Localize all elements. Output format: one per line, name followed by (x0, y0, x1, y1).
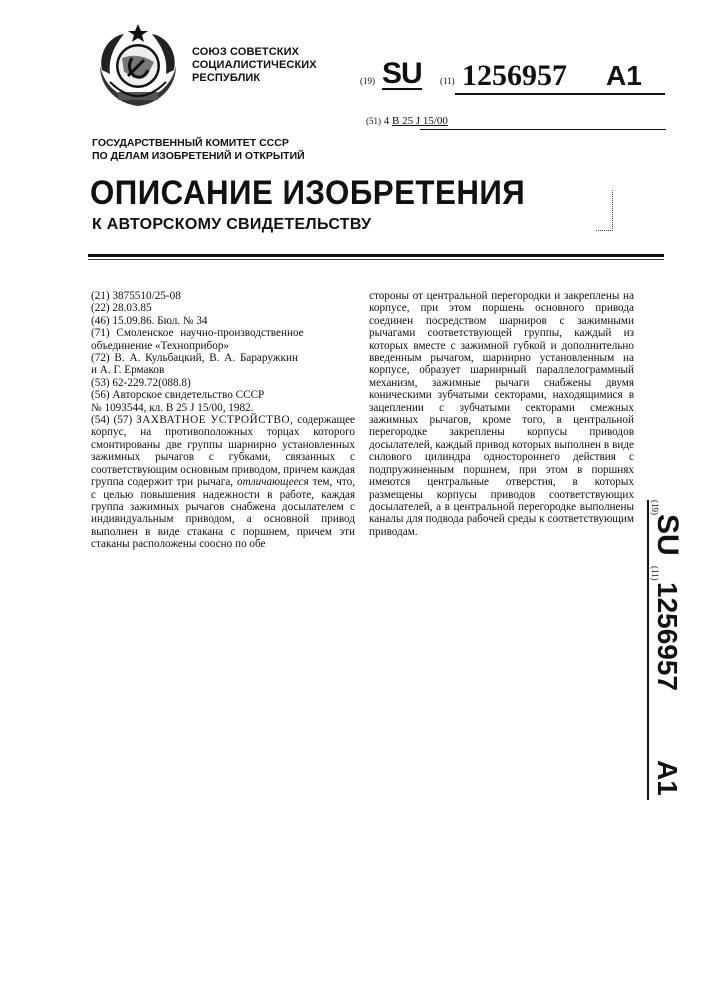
inid-tag-19: (19) (650, 500, 660, 515)
divider (647, 500, 649, 800)
issuing-country (192, 46, 317, 85)
library-stamp-mark (596, 190, 613, 231)
patent-number: 1256957 (652, 582, 683, 692)
biblio-field-71: (71) Смоленское научно-производственное (91, 327, 304, 340)
inid-tag-11: (11) (440, 76, 455, 86)
divider (455, 93, 665, 95)
left-column (91, 290, 355, 551)
biblio-field-72-cont: и А. Г. Ермаков (91, 364, 165, 377)
claim-part-2: тем, что, с целью повышения надежности в работе, каждая группа зажимных рычагов снабжена досылателем с индивидуальным приводом, а основной привод выполнен в виде стакана с поршнем, причем эти стаканы расположены соосно по обе (91, 476, 355, 551)
committee-line: ГОСУДАРСТВЕННЫЙ КОМИТЕТ СССР (92, 137, 289, 149)
country-line: РЕСПУБЛИК (192, 72, 261, 84)
inid-tag-11: (11) (650, 566, 660, 581)
divider (420, 129, 666, 130)
claim-continuation: стороны от центральной перегородки и закреплены на корпусе, при этом поршень основного привода соединен посредством шарниров с зажимными рычагами соответствующей группы, каждый из которых вместе с зажимной губкой и дополнительно введенным рычагом, шарнирно установленным на корпусе, образует шарнирный параллелограммный механизм, зажимные рычаги снабжены двумя коническими зубчатыми секторами, находящимися в зацеплении с зубчатыми секторами смежных зажимных рычагов, кроме того, в центральной перегородке закреплены корпусы приводов досылателей, каждый привод которых выполнен в виде силового цилиндра одностороннего действия с подпружиненным поршнем, при этом в поршнях имеются центральные отверстия, в которых размещены корпусы приводов соответствующих досылателей, а в центральной перегородке выполнены каналы для подвода рабочей среды к соответствующим приводам. (369, 290, 634, 538)
country-line: СОЦИАЛИСТИЧЕСКИХ (192, 59, 317, 71)
biblio-field-71-cont: объединение «Техноприбор» (91, 339, 230, 352)
claim-text (91, 414, 355, 550)
side-publication-label (646, 500, 686, 800)
claim-part-1: содержащее корпус, на противоположных торцах которого смонтированы две группы шарнирно установленных зажимных рычагов с губками, связанных с соответствующим основным приводом, причем каждая группа содержит три рычага, (91, 414, 356, 489)
biblio-field-56-cont: № 1093544, кл. B 25 J 15/00, 1982. (91, 401, 254, 414)
header-rule (88, 259, 664, 260)
issuing-committee (92, 137, 305, 163)
country-code: SU (651, 514, 684, 556)
patent-number: 1256957 (462, 59, 567, 92)
kind-code: A1 (652, 760, 683, 796)
ipc-edition: 4 (383, 115, 390, 127)
country-code: SU (382, 57, 422, 90)
biblio-field-21: (21) 3875510/25-08 (91, 290, 181, 302)
biblio-field-46: (46) 15.09.86. Бюл. № 34 (91, 314, 208, 327)
invention-title: ЗАХВАТНОЕ УСТРОЙСТВО, (136, 414, 294, 427)
document-title: ОПИСАНИЕ ИЗОБРЕТЕНИЯ (90, 174, 526, 212)
claim-inid-tags: (54) (57) (91, 414, 133, 427)
header-rule (88, 254, 664, 257)
right-column (369, 290, 634, 538)
inid-tag-19: (19) (360, 76, 375, 86)
biblio-field-56: (56) Авторское свидетельство СССР (91, 389, 265, 402)
document-subtitle: К АВТОРСКОМУ СВИДЕТЕЛЬСТВУ (92, 216, 372, 233)
inid-tag-51: (51) (366, 116, 381, 126)
ipc-code: B 25 J 15/00 (392, 115, 448, 127)
biblio-field-72: (72) В. А. Кульбацкий, В. А. Бараружкин (91, 352, 298, 365)
committee-line: ПО ДЕЛАМ ИЗОБРЕТЕНИЙ И ОТКРЫТИЙ (92, 150, 305, 162)
kind-code: A1 (606, 60, 642, 91)
bibliographic-data (91, 290, 355, 414)
biblio-field-22: (22) 28.03.85 (91, 302, 152, 315)
publication-number-block (360, 58, 665, 98)
biblio-field-53: (53) 62-229.72(088.8) (91, 376, 191, 389)
ussr-coat-of-arms-icon (88, 22, 188, 112)
claim-characterizing-phrase: отличающееся (237, 476, 309, 489)
ipc-classification (366, 115, 666, 127)
country-line: СОЮЗ СОВЕТСКИХ (192, 46, 300, 58)
